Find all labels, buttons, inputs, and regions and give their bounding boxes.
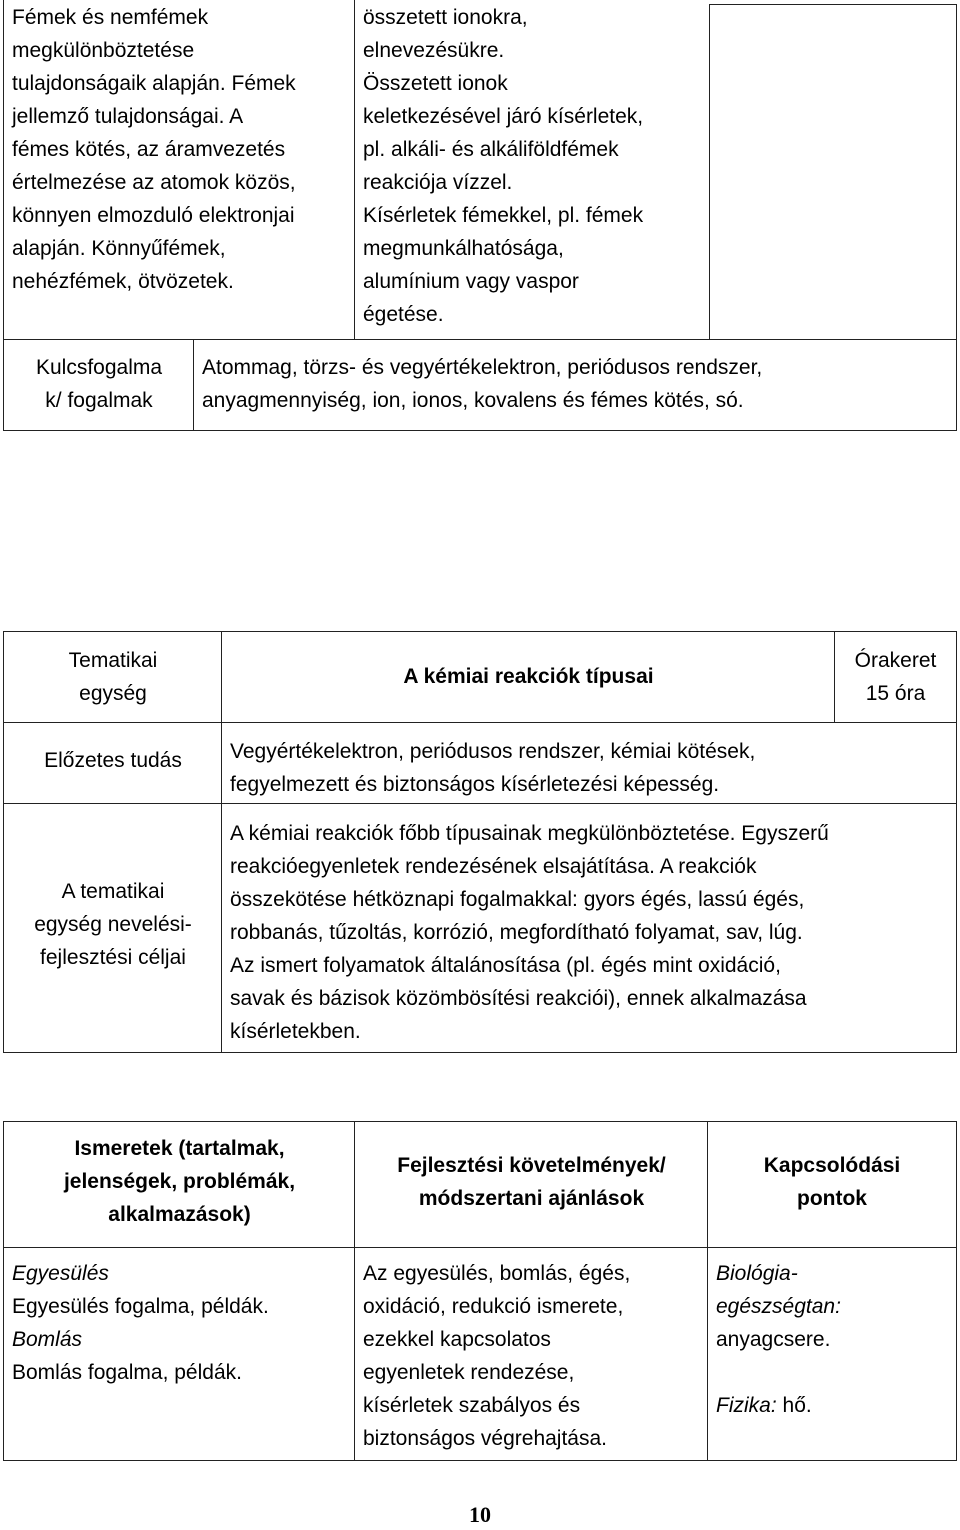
text-line: biztonságos végrehajtása. bbox=[363, 1427, 607, 1450]
header-requirements bbox=[354, 1121, 708, 1248]
text-line: fémes kötés, az áramvezetés bbox=[12, 138, 286, 161]
text-line: alumínium vagy vaspor bbox=[363, 270, 579, 293]
text-line: értelmezése az atomok közös, bbox=[12, 171, 296, 194]
key-concepts-label bbox=[3, 339, 194, 431]
text-line: reakciója vízzel. bbox=[363, 171, 513, 194]
table1-col3-empty bbox=[709, 4, 957, 340]
topic-title-egyesules: Egyesülés bbox=[12, 1262, 109, 1285]
hours-value: 15 óra bbox=[865, 682, 926, 705]
text-line: alapján. Könnyűfémek, bbox=[12, 237, 226, 260]
label-line: egység bbox=[79, 682, 147, 705]
text-line: kísérletek szabályos és bbox=[363, 1394, 581, 1417]
header-line: Ismeretek (tartalmak, bbox=[74, 1137, 285, 1160]
header-line: jelenségek, problémák, bbox=[63, 1170, 296, 1193]
text-line: megmunkálhatósága, bbox=[363, 237, 564, 260]
text-line: Összetett ionok bbox=[363, 72, 508, 95]
label-line: A tematikai bbox=[61, 880, 165, 903]
text-line: savak és bázisok közömbösítési reakciói), ennek alkalmazása bbox=[230, 987, 807, 1010]
connection-physics bbox=[716, 1389, 948, 1422]
text-line: robbanás, tűzoltás, korrózió, megfordítható folyamat, sav, lúg. bbox=[230, 921, 803, 944]
text-line: egyenletek rendezése, bbox=[363, 1361, 575, 1384]
knowledge-cell bbox=[3, 1247, 355, 1461]
text-line: Fémek és nemfémek bbox=[12, 6, 209, 29]
label-line: fejlesztési céljai bbox=[40, 946, 186, 969]
text-line: elnevezésükre. bbox=[363, 39, 505, 62]
key-concepts-text bbox=[193, 339, 957, 431]
page-number: 10 bbox=[469, 1502, 491, 1527]
text-line: égetése. bbox=[363, 303, 444, 326]
connection-text: anyagcsere. bbox=[716, 1328, 831, 1351]
topic-text: Egyesülés fogalma, példák. bbox=[12, 1295, 269, 1318]
text-line: könnyen elmozduló elektronjai bbox=[12, 204, 295, 227]
goals-text bbox=[221, 803, 957, 1053]
subject-label-physics: Fizika: bbox=[716, 1394, 777, 1417]
text-line: anyagmennyiség, ion, ionos, kovalens és fémes kötés, só. bbox=[202, 389, 744, 412]
text-line: A kémiai reakciók főbb típusainak megkülönböztetése. Egyszerű bbox=[230, 822, 829, 845]
text-line: összetett ionokra, bbox=[363, 6, 528, 29]
requirements-cell bbox=[354, 1247, 708, 1461]
text-line: nehézfémek, ötvözetek. bbox=[12, 270, 234, 293]
goals-label bbox=[3, 803, 222, 1053]
text-line: Kísérletek fémekkel, pl. fémek bbox=[363, 204, 644, 227]
table1-col1 bbox=[3, 0, 355, 340]
text-line: Az egyesülés, bomlás, égés, bbox=[363, 1262, 631, 1285]
label-line: k/ fogalmak bbox=[45, 389, 153, 412]
header-line: módszertani ajánlások bbox=[418, 1187, 645, 1210]
hours-label: Órakeret bbox=[854, 649, 937, 672]
header-line: pontok bbox=[797, 1187, 867, 1210]
spacer bbox=[716, 1356, 948, 1389]
label-line: Előzetes tudás bbox=[44, 749, 182, 772]
label-line: Tematikai bbox=[68, 649, 158, 672]
hours-frame bbox=[834, 631, 957, 723]
label-line: egység nevelési- bbox=[34, 913, 192, 936]
header-knowledge bbox=[3, 1121, 355, 1248]
header-line: Kapcsolódási bbox=[763, 1154, 901, 1177]
unit-title-text: A kémiai reakciók típusai bbox=[403, 665, 654, 688]
text-line: oxidáció, redukció ismerete, bbox=[363, 1295, 624, 1318]
prior-knowledge-text bbox=[221, 722, 957, 804]
text-line: Vegyértékelektron, periódusos rendszer, kémiai kötések, bbox=[230, 740, 756, 763]
text-line: megkülönböztetése bbox=[12, 39, 195, 62]
text-line: pl. alkáli- és alkáliföldfémek bbox=[363, 138, 619, 161]
text-line: Atommag, törzs- és vegyértékelektron, periódusos rendszer, bbox=[202, 356, 763, 379]
topic-text: Bomlás fogalma, példák. bbox=[12, 1361, 242, 1384]
subject-label-biology: Biológia- bbox=[716, 1262, 798, 1285]
topic-title-bomlas: Bomlás bbox=[12, 1328, 83, 1351]
unit-label bbox=[3, 631, 222, 723]
text-line: Az ismert folyamatok általánosítása (pl. égés mint oxidáció, bbox=[230, 954, 781, 977]
header-line: alkalmazások) bbox=[108, 1203, 251, 1226]
text-line: reakcióegyenletek rendezésének elsajátítása. A reakciók bbox=[230, 855, 757, 878]
text-line: fegyelmezett és biztonságos kísérletezési képesség. bbox=[230, 773, 720, 796]
prior-knowledge-label bbox=[3, 722, 222, 804]
text-line: keletkezésével járó kísérletek, bbox=[363, 105, 644, 128]
connection-text: hő. bbox=[782, 1394, 812, 1417]
label-line: Kulcsfogalma bbox=[35, 356, 163, 379]
table1-col2 bbox=[354, 0, 710, 340]
subject-label-biology: egészségtan: bbox=[716, 1295, 841, 1318]
header-connections bbox=[707, 1121, 957, 1248]
text-line: kísérletekben. bbox=[230, 1020, 361, 1043]
text-line: tulajdonságaik alapján. Fémek bbox=[12, 72, 296, 95]
text-line: jellemző tulajdonságai. A bbox=[12, 105, 244, 128]
unit-title bbox=[221, 631, 835, 723]
text-line: összekötése hétköznapi fogalmakkal: gyors égés, lassú égés, bbox=[230, 888, 805, 911]
connections-cell bbox=[707, 1247, 957, 1461]
text-line: ezekkel kapcsolatos bbox=[363, 1328, 551, 1351]
header-line: Fejlesztési követelmények/ bbox=[397, 1154, 666, 1177]
